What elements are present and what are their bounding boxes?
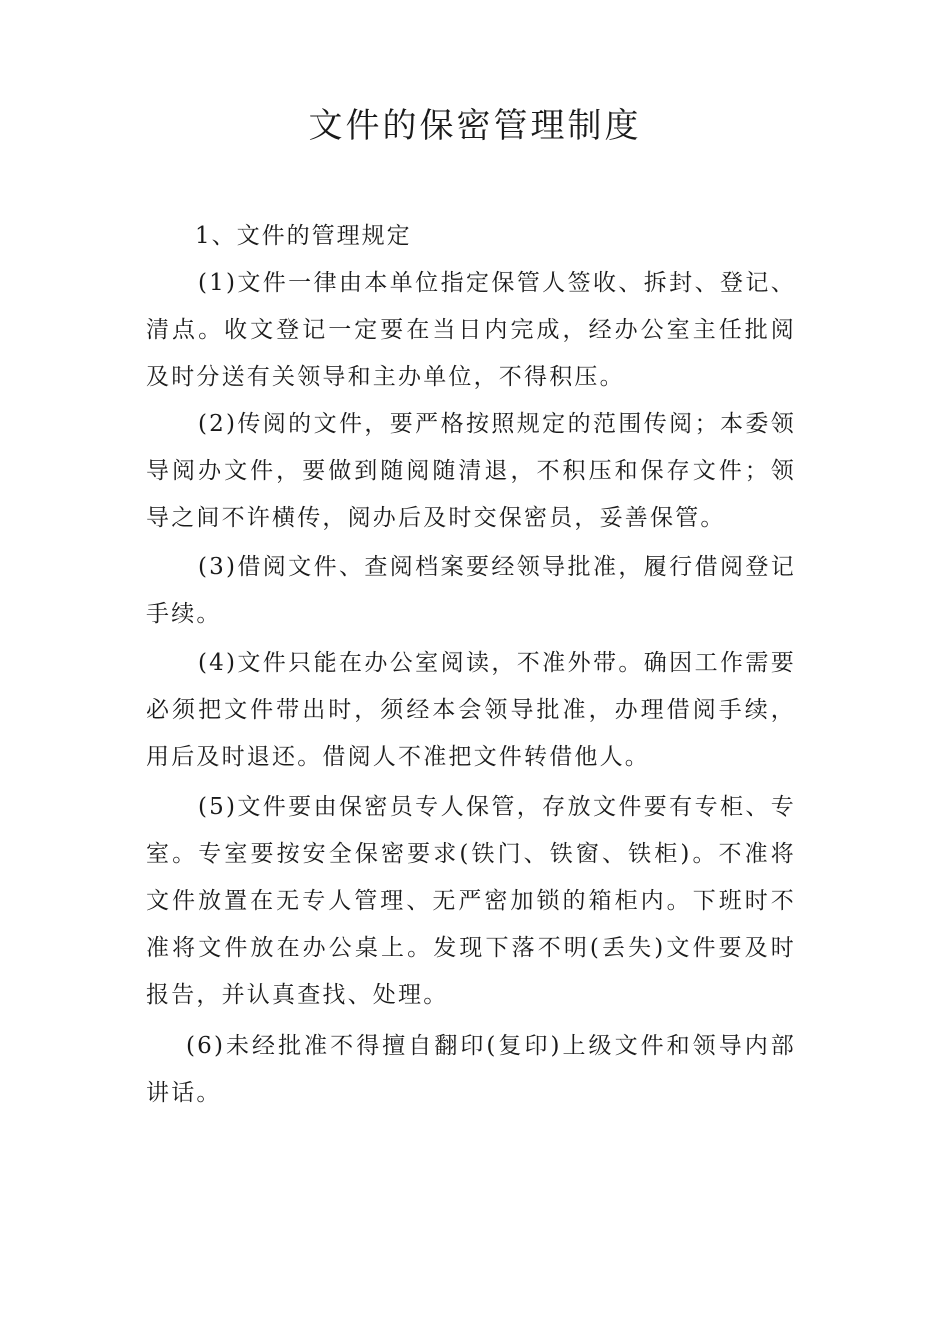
paragraph-5: (5)文件要由保密员专人保管，存放文件要有专柜、专室。专室要按安全保密要求(铁门、铁窗、铁柜)。不准将文件放置在无专人管理、无严密加锁的箱柜内。下班时不准将文件放在办公桌上。发现下落不明(丢失)文件要及时报告，并认真查找、处理。 xyxy=(146,794,796,1008)
paragraph-3: (3)借阅文件、查阅档案要经领导批准，履行借阅登记手续。 xyxy=(146,554,796,627)
paragraph-4: (4)文件只能在办公室阅读，不准外带。确因工作需要必须把文件带出时，须经本会领导批准，办理借阅手续，用后及时退还。借阅人不准把文件转借他人。 xyxy=(146,650,796,770)
paragraph-1: (1)文件一律由本单位指定保管人签收、拆封、登记、清点。收文登记一定要在当日内完成，经办公室主任批阅及时分送有关领导和主办单位，不得积压。 xyxy=(146,270,796,390)
document-title: 文件的保密管理制度 xyxy=(308,106,642,146)
paragraph-2: (2)传阅的文件，要严格按照规定的范围传阅；本委领导阅办文件，要做到随阅随清退，不积压和保存文件；领导之间不许横传，阅办后及时交保密员，妥善保管。 xyxy=(146,411,796,531)
paragraph-6: (6)未经批准不得擅自翻印(复印)上级文件和领导内部讲话。 xyxy=(146,1033,796,1106)
section-heading: 1、文件的管理规定 xyxy=(195,223,412,249)
